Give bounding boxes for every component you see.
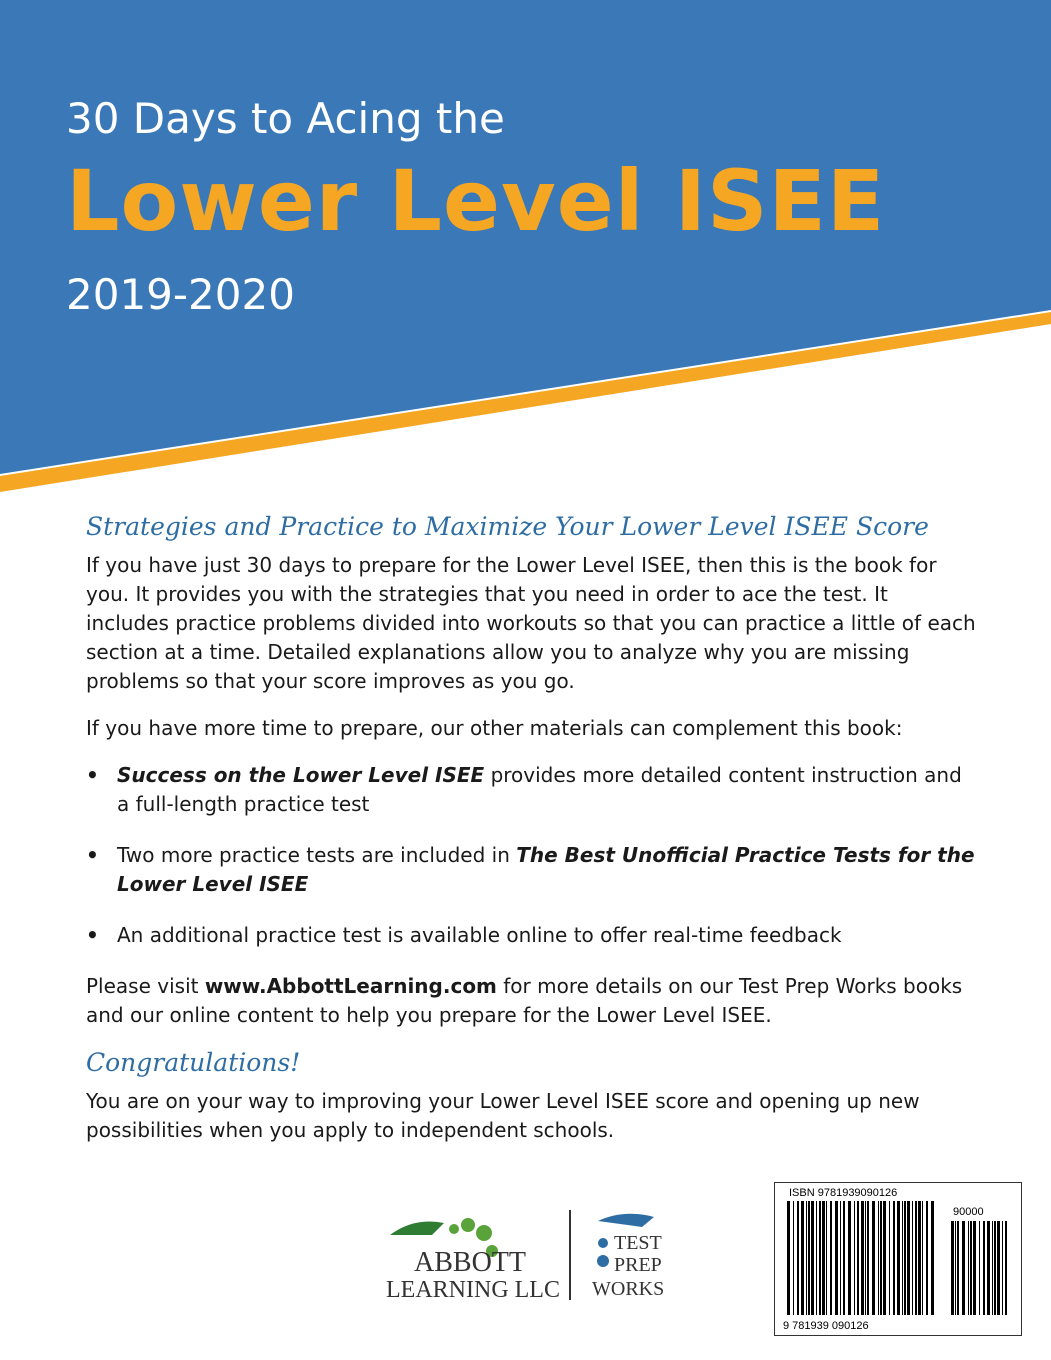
test-prep-works-logo bbox=[592, 1214, 664, 1300]
barcode-bar bbox=[902, 1201, 903, 1315]
barcode-bar bbox=[926, 1201, 928, 1315]
barcode-bar bbox=[1005, 1221, 1007, 1315]
barcode-bar bbox=[819, 1201, 821, 1315]
barcode-bar bbox=[889, 1201, 890, 1315]
barcode-bar bbox=[787, 1201, 790, 1315]
graduation-cap-icon bbox=[598, 1214, 654, 1227]
barcode-bar bbox=[1002, 1221, 1003, 1315]
visit-text: for more details on our Test Prep Works books and our online content to help you prepare for the Lower Level ISEE. bbox=[86, 974, 963, 1027]
list-item-text: An additional practice test is available online to offer real-time feedback bbox=[117, 923, 842, 947]
website-link[interactable]: www.AbbottLearning.com bbox=[204, 974, 497, 998]
barcode-bar bbox=[897, 1201, 900, 1315]
book-title-practice-tests: The Best Unofficial Practice Tests for the Lower Level ISEE bbox=[117, 843, 975, 896]
price-code: 90000 bbox=[953, 1206, 984, 1218]
dot-icon bbox=[476, 1225, 492, 1241]
barcode-bar bbox=[826, 1201, 827, 1315]
list-item-text: provides more detailed content instruction and a full-length practice test bbox=[117, 763, 962, 816]
barcode-bar bbox=[822, 1201, 825, 1315]
visit-paragraph bbox=[86, 972, 976, 1030]
price-addon-bars bbox=[951, 1221, 1007, 1315]
barcode-bars bbox=[787, 1201, 934, 1315]
barcode-bar bbox=[816, 1201, 817, 1315]
graduation-cap-icon bbox=[390, 1222, 444, 1236]
barcode-bar bbox=[806, 1201, 807, 1315]
intro-heading: Strategies and Practice to Maximize Your Lower Level ISEE Score bbox=[86, 512, 929, 541]
barcode-bar bbox=[811, 1201, 814, 1315]
header-banner bbox=[0, 0, 1051, 500]
barcode-bar bbox=[872, 1201, 875, 1315]
barcode-bar bbox=[951, 1221, 954, 1315]
materials-list bbox=[86, 761, 976, 950]
dot-icon bbox=[597, 1255, 609, 1267]
barcode-bar bbox=[962, 1221, 965, 1315]
barcode-bar bbox=[922, 1201, 923, 1315]
barcode-bar bbox=[970, 1221, 972, 1315]
publisher-logos bbox=[384, 1205, 684, 1315]
barcode-bar bbox=[983, 1221, 985, 1315]
isbn-label: ISBN 9781939090126 bbox=[789, 1187, 898, 1199]
list-item bbox=[86, 921, 976, 950]
abbott-learning-logo bbox=[386, 1218, 560, 1303]
barcode-bar bbox=[840, 1201, 841, 1315]
dot-icon bbox=[449, 1224, 459, 1234]
edition-years: 2019-2020 bbox=[66, 270, 295, 319]
isbn-barcode bbox=[774, 1182, 1022, 1336]
barcode-bar bbox=[915, 1201, 917, 1315]
barcode-bar bbox=[883, 1201, 886, 1315]
barcode-bar bbox=[973, 1221, 976, 1315]
barcode-bar bbox=[918, 1201, 921, 1315]
barcode-bar bbox=[830, 1201, 832, 1315]
barcode-bar bbox=[912, 1201, 913, 1315]
barcode-bar bbox=[848, 1201, 851, 1315]
tpw-line2: PREP bbox=[614, 1254, 662, 1276]
book-title: Lower Level ISEE bbox=[66, 152, 886, 250]
abbott-line1: ABBOTT bbox=[414, 1247, 526, 1278]
barcode-bar bbox=[907, 1201, 910, 1315]
barcode-bar bbox=[957, 1221, 959, 1315]
pre-title: 30 Days to Acing the bbox=[66, 94, 505, 143]
barcode-bar bbox=[861, 1201, 864, 1315]
barcode-bar bbox=[994, 1221, 996, 1315]
list-item-text: Two more practice tests are included in bbox=[117, 843, 517, 867]
barcode-bar bbox=[867, 1201, 869, 1315]
dot-icon bbox=[461, 1218, 475, 1232]
barcode-bar bbox=[979, 1221, 980, 1315]
abbott-line2: LEARNING LLC bbox=[386, 1277, 560, 1303]
barcode-bar bbox=[865, 1201, 866, 1315]
barcode-bar bbox=[854, 1201, 855, 1315]
barcode-bar bbox=[793, 1201, 794, 1315]
barcode-bar bbox=[968, 1221, 969, 1315]
back-cover-copy bbox=[86, 512, 976, 1163]
tpw-line1: TEST bbox=[614, 1232, 662, 1254]
barcode-bar bbox=[904, 1201, 906, 1315]
list-item bbox=[86, 841, 976, 899]
tpw-line3: WORKS bbox=[592, 1278, 665, 1300]
congrats-heading: Congratulations! bbox=[86, 1048, 301, 1077]
book-title-success: Success on the Lower Level ISEE bbox=[117, 763, 485, 787]
barcode-bar bbox=[931, 1201, 934, 1315]
barcode-bar bbox=[843, 1201, 845, 1315]
visit-text: Please visit bbox=[86, 974, 205, 998]
barcode-bar bbox=[987, 1221, 990, 1315]
barcode-bar bbox=[893, 1201, 895, 1315]
barcode-bar bbox=[857, 1201, 859, 1315]
list-item bbox=[86, 761, 976, 819]
congrats-paragraph: You are on your way to improving your Lower Level ISEE score and opening up new possibilities when you apply to independent schools. bbox=[86, 1089, 920, 1142]
barcode-bar bbox=[808, 1201, 810, 1315]
barcode-bar bbox=[878, 1201, 879, 1315]
more-time-paragraph: If you have more time to prepare, our other materials can complement this book: bbox=[86, 716, 903, 740]
barcode-bar bbox=[797, 1201, 799, 1315]
barcode-bar bbox=[880, 1201, 882, 1315]
intro-paragraph: If you have just 30 days to prepare for the Lower Level ISEE, then this is the book for you. It provides you with the strategies that you need in order to ace the test. It includes practice problems divided into workouts so that you can practice a little of each section at a time. Detailed explanations allow you to analyze why you are missing problems so that your score improves as you go. bbox=[86, 553, 976, 693]
barcode-bar bbox=[992, 1221, 993, 1315]
dot-icon bbox=[598, 1238, 608, 1248]
barcode-bar bbox=[955, 1221, 956, 1315]
barcode-digits: 9 781939 090126 bbox=[783, 1320, 869, 1332]
barcode-bar bbox=[835, 1201, 838, 1315]
barcode-bar bbox=[997, 1221, 1000, 1315]
barcode-bar bbox=[801, 1201, 804, 1315]
